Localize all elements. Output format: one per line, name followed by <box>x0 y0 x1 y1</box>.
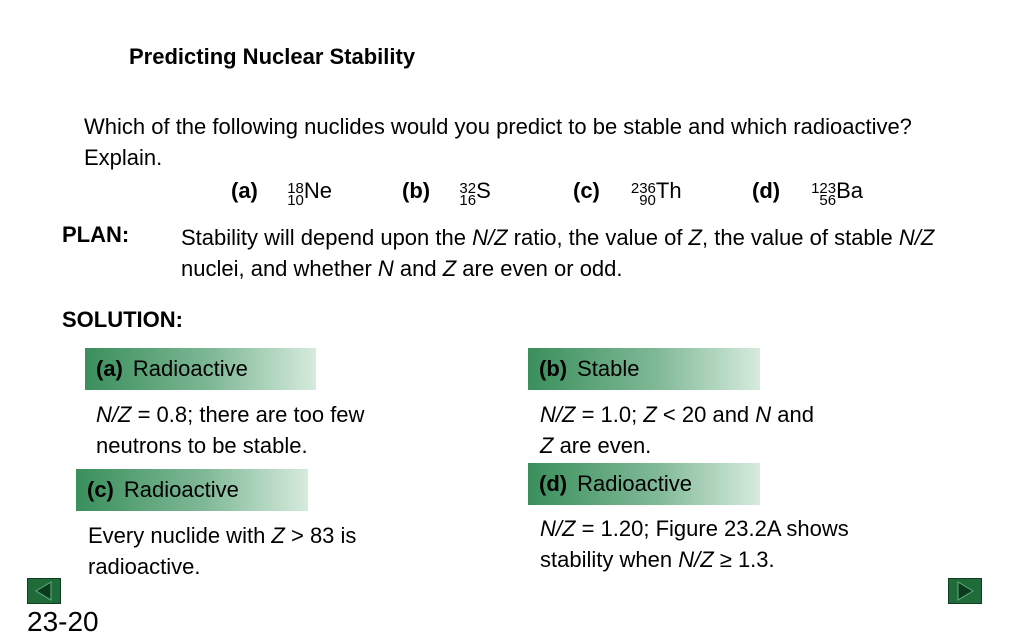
question-text: Which of the following nuclides would you predict to be stable and which radioactive? Explain. <box>84 114 912 170</box>
answer-c-text <box>88 520 428 582</box>
plan-fragment: nuclei, and whether <box>181 256 378 281</box>
answer-b-text <box>540 399 890 461</box>
answer-variable: Z <box>271 523 285 548</box>
answer-variable: N <box>755 402 772 427</box>
answer-label: (d) <box>539 471 568 496</box>
nuclide-b <box>402 178 491 208</box>
plan-fragment: ratio, the value of <box>507 225 689 250</box>
answer-variable: N/Z <box>678 547 714 572</box>
element-symbol: Th <box>655 178 682 203</box>
previous-slide-button[interactable] <box>27 578 61 604</box>
mass-number: 32 <box>459 180 477 197</box>
plan-fragment: , the value of stable <box>702 225 899 250</box>
plan-variable: Z <box>688 225 702 250</box>
plan-variable: Z <box>442 256 457 281</box>
answer-variable: Z <box>643 402 657 427</box>
page-number: 23-20 <box>27 606 99 637</box>
answer-verdict: Radioactive <box>123 477 239 502</box>
plan-fragment: and <box>393 256 443 281</box>
answer-variable: N/Z <box>96 402 132 427</box>
isotope-numbers <box>272 178 306 208</box>
nuclide-c <box>573 178 682 208</box>
answer-fragment: < 20 and <box>656 402 756 427</box>
plan-label: PLAN: <box>62 222 130 247</box>
nuclide-d <box>752 178 863 208</box>
answer-verdict: Stable <box>577 356 640 381</box>
answer-fragment: = 1.0; <box>575 402 644 427</box>
answer-variable: N/Z <box>540 402 576 427</box>
answer-verdict: Radioactive <box>132 356 248 381</box>
mass-number: 236 <box>630 180 656 197</box>
atomic-number: 10 <box>287 192 304 209</box>
arrow-right-icon <box>949 579 981 603</box>
answer-label: (a) <box>96 356 123 381</box>
answer-c-header <box>76 469 308 511</box>
mass-number: 123 <box>811 180 837 197</box>
answer-fragment: Every nuclide with <box>88 523 272 548</box>
nuclide-label: (b) <box>402 178 431 203</box>
nuclide-label: (d) <box>752 178 781 203</box>
element-symbol: S <box>476 178 491 203</box>
answer-a-header <box>85 348 316 390</box>
answer-variable: Z <box>540 433 554 458</box>
isotope-numbers <box>614 178 658 208</box>
answer-b-header <box>528 348 760 390</box>
answer-fragment: = 1.20; Figure 23.2A shows stability when <box>540 516 849 572</box>
answer-fragment: are even. <box>553 433 652 458</box>
element-symbol: Ba <box>836 178 864 203</box>
nuclide-label: (c) <box>573 178 600 203</box>
answer-fragment: > 83 is radioactive. <box>88 523 357 579</box>
answer-a-text <box>96 399 456 461</box>
answer-fragment: = 0.8; there are too few neutrons to be stable. <box>96 402 365 458</box>
atomic-number: 16 <box>459 192 477 209</box>
solution-label: SOLUTION: <box>62 307 183 332</box>
plan-variable: N/Z <box>472 225 508 250</box>
answer-label: (b) <box>539 356 568 381</box>
arrow-left-icon <box>28 579 60 603</box>
plan-fragment: are even or odd. <box>456 256 623 281</box>
answer-fragment: ≥ 1.3. <box>713 547 775 572</box>
isotope-numbers <box>794 178 838 208</box>
next-slide-button[interactable] <box>948 578 982 604</box>
plan-variable: N/Z <box>898 225 935 250</box>
answer-verdict: Radioactive <box>577 471 693 496</box>
answer-d-text <box>540 513 850 575</box>
atomic-number: 90 <box>639 192 656 209</box>
nuclide-a <box>231 178 332 208</box>
nuclide-label: (a) <box>231 178 258 203</box>
answer-label: (c) <box>87 477 114 502</box>
plan-text <box>181 222 941 284</box>
atomic-number: 56 <box>819 192 837 209</box>
mass-number: 18 <box>287 180 304 197</box>
answer-fragment: and <box>771 402 814 427</box>
nuclide-list <box>0 178 1024 210</box>
plan-variable: N <box>377 256 394 281</box>
plan-fragment: Stability will depend upon the <box>181 225 473 250</box>
element-symbol: Ne <box>303 178 333 203</box>
isotope-numbers <box>444 178 478 208</box>
slide-title: Predicting Nuclear Stability <box>129 44 416 69</box>
answer-d-header <box>528 463 760 505</box>
answer-variable: N/Z <box>540 516 576 541</box>
